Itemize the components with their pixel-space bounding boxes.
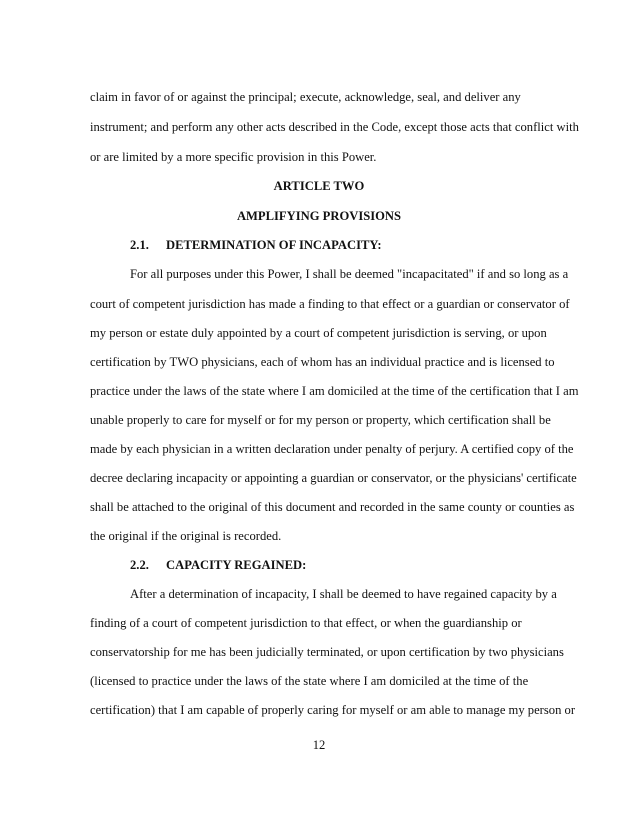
section-number: 2.1.	[130, 238, 149, 252]
page-number: 12	[312, 738, 326, 752]
paragraph-line: (licensed to practice under the laws of the state where I am domiciled at the time of the	[90, 674, 529, 688]
paragraph-line: practice under the laws of the state where I am domiciled at the time of the certification that I am	[90, 384, 579, 398]
section-title: DETERMINATION OF INCAPACITY:	[166, 238, 382, 252]
section-number: 2.2.	[130, 558, 149, 572]
paragraph-line: shall be attached to the original of this document and recorded in the same county or counties as	[90, 500, 575, 514]
body-line-3: or are limited by a more specific provision in this Power.	[90, 150, 377, 164]
article-subtitle: AMPLIFYING PROVISIONS	[236, 209, 402, 223]
body-line-1: claim in favor of or against the principal; execute, acknowledge, seal, and deliver any	[90, 90, 521, 104]
paragraph-line: decree declaring incapacity or appointing a guardian or conservator, or the physicians' certificate	[90, 471, 577, 485]
section-heading-2-2	[130, 557, 306, 573]
paragraph-line: certification by TWO physicians, each of whom has an individual practice and is licensed to	[90, 355, 555, 369]
paragraph-line: For all purposes under this Power, I shall be deemed "incapacitated" if and so long as a	[130, 267, 569, 281]
paragraph-line: the original if the original is recorded.	[90, 529, 282, 543]
paragraph-line: After a determination of incapacity, I shall be deemed to have regained capacity by a	[130, 587, 557, 601]
article-title: ARTICLE TWO	[273, 179, 365, 193]
paragraph-line: unable properly to care for myself or for my person or property, which certification shall be	[90, 413, 551, 427]
paragraph-line: certification) that I am capable of properly caring for myself or am able to manage my person or	[90, 703, 576, 717]
paragraph-line: court of competent jurisdiction has made a finding to that effect or a guardian or conservator of	[90, 297, 570, 311]
section-heading-2-1	[130, 237, 382, 253]
paragraph-line: made by each physician in a written declaration under penalty of perjury. A certified copy of the	[90, 442, 574, 456]
section-title: CAPACITY REGAINED:	[166, 558, 307, 572]
paragraph-line: finding of a court of competent jurisdiction to that effect, or when the guardianship or	[90, 616, 522, 630]
paragraph-line: conservatorship for me has been judicially terminated, or upon certification by two physicians	[90, 645, 564, 659]
paragraph-line: my person or estate duly appointed by a court of competent jurisdiction is serving, or upon	[90, 326, 547, 340]
body-line-2: instrument; and perform any other acts described in the Code, except those acts that conflict with	[90, 120, 579, 134]
